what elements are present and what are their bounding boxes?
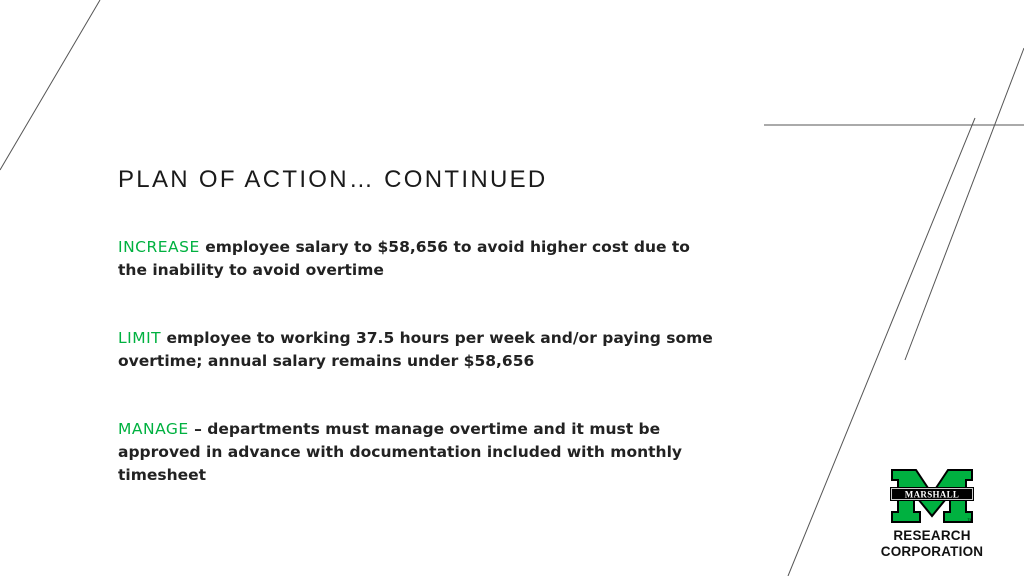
- logo-corporation-text: CORPORATION: [880, 544, 984, 559]
- logo-research-text: RESEARCH: [893, 528, 971, 543]
- left-diagonal-line: [0, 0, 100, 170]
- right-diagonal-line-upper: [905, 48, 1024, 360]
- manage-text: – departments must manage overtime and it must be approved in advance with documentation included with monthly timesheet: [118, 420, 683, 484]
- increase-text: employee salary to $58,656 to avoid higher cost due to the inability to avoid overtime: [118, 238, 690, 279]
- manage-keyword: MANAGE: [118, 420, 189, 438]
- slide-title: PLAN OF ACTION… CONTINUED: [118, 166, 548, 193]
- logo-mark-text: MARSHALL: [904, 489, 960, 500]
- limit-paragraph: [118, 327, 718, 373]
- limit-keyword: LIMIT: [118, 329, 162, 347]
- marshall-m-logo-icon: [890, 468, 974, 524]
- increase-keyword: INCREASE: [118, 238, 200, 256]
- increase-paragraph: [118, 236, 718, 282]
- marshall-research-corporation-logo: [868, 468, 996, 563]
- limit-text: employee to working 37.5 hours per week and/or paying some overtime; annual salary remains under $58,656: [118, 329, 713, 370]
- manage-paragraph: [118, 418, 718, 487]
- logo-trademark: TM: [967, 518, 973, 522]
